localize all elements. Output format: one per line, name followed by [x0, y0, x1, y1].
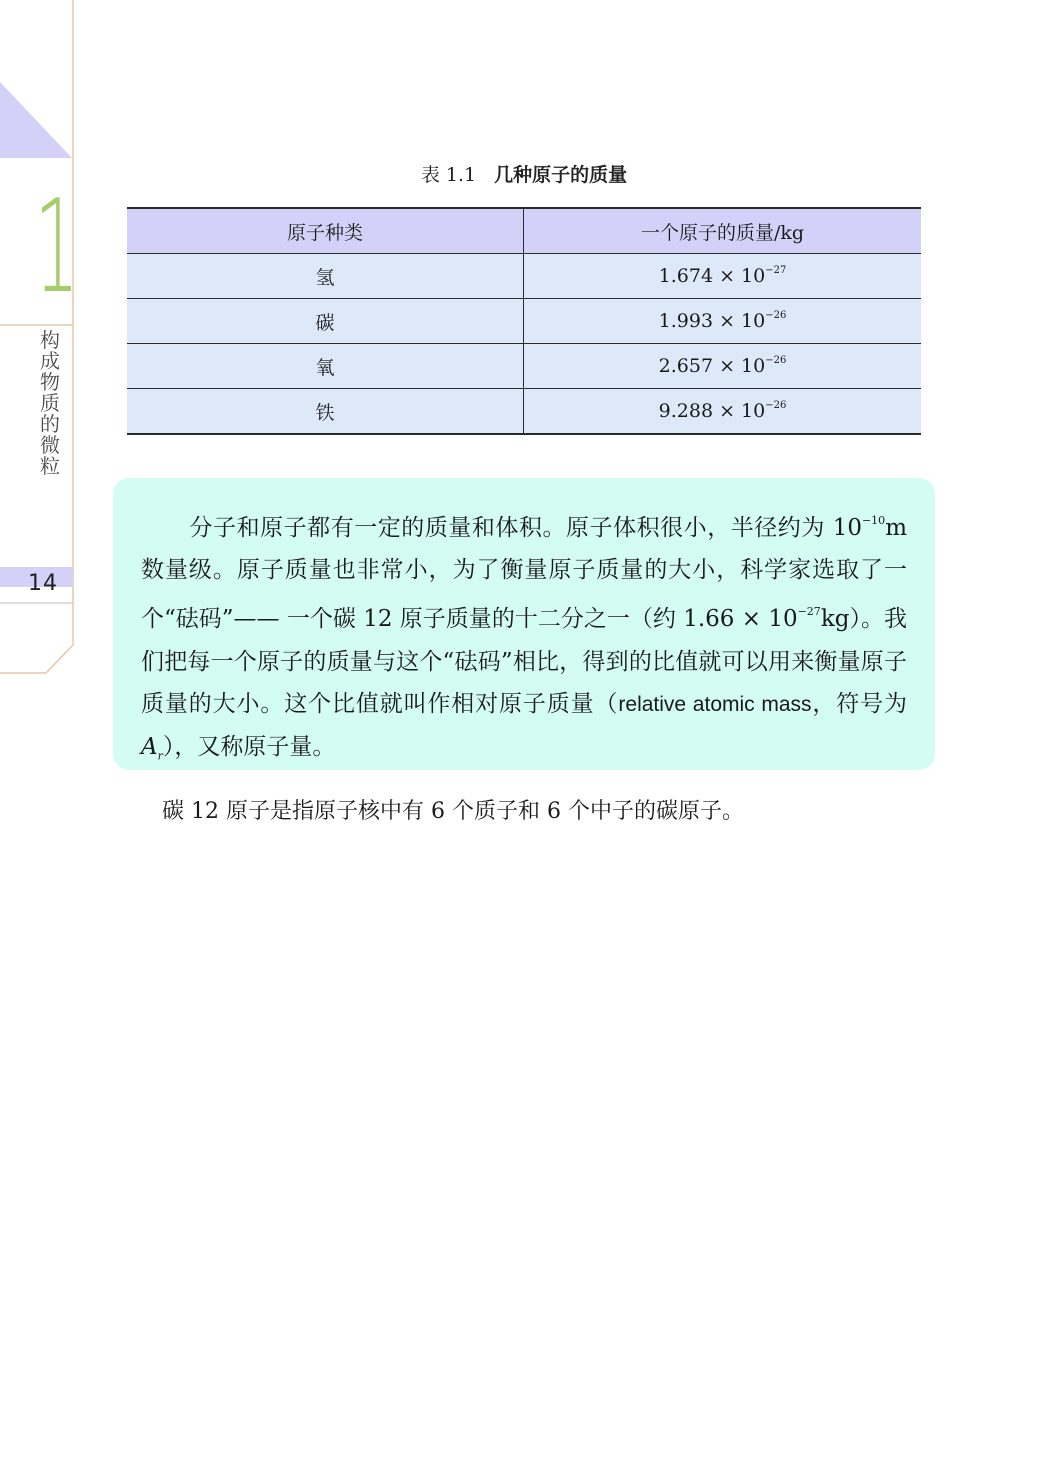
table-row [127, 389, 921, 435]
chapter-number: 1 [34, 173, 80, 322]
definition-text-2: m 数量级。原子质量也非常小，为了衡量原子质量的大小，科学家选取了一个“砝码”—— 一个碳 12 原子质量的十二分之一（约 1.66 × 10 [141, 515, 907, 633]
mass-mantissa: 1.993 × 10 [658, 310, 766, 332]
corner-triangle [0, 82, 72, 158]
atom-name-cell: 碳 [127, 299, 524, 344]
atom-mass-cell [524, 254, 922, 299]
mass-exponent: −26 [765, 355, 787, 366]
page-number: 14 [28, 571, 58, 596]
carbon-12-note: 碳 12 原子是指原子核中有 6 个质子和 6 个中子的碳原子。 [162, 799, 744, 824]
radius-exponent: −10 [861, 514, 886, 527]
reference-mass-exponent: −27 [797, 605, 821, 619]
table-row [127, 299, 921, 344]
atom-mass-table [127, 207, 921, 435]
atom-name-cell: 氢 [127, 254, 524, 299]
table-caption [0, 160, 1048, 187]
definition-text-5: ），又称原子量。 [162, 734, 336, 761]
symbol-letter: A [141, 734, 158, 761]
header-atom-type: 原子种类 [127, 208, 524, 254]
atom-mass-cell [524, 344, 922, 389]
header-atom-mass: 一个原子的质量/kg [524, 208, 922, 254]
mass-mantissa: 2.657 × 10 [658, 355, 766, 377]
table-row [127, 254, 921, 299]
symbol-subscript: r [157, 749, 163, 763]
mass-exponent: −26 [765, 400, 787, 411]
mass-exponent: −27 [765, 265, 787, 276]
atom-mass-cell [524, 389, 922, 435]
atom-mass-cell [524, 299, 922, 344]
mass-exponent: −26 [765, 310, 787, 321]
mass-mantissa: 9.288 × 10 [658, 400, 766, 422]
mass-mantissa: 1.674 × 10 [658, 265, 766, 287]
definition-text-4: ，符号为 [811, 690, 908, 717]
definition-text-1: 分子和原子都有一定的质量和体积。原子体积很小，半径约为 10 [189, 515, 862, 541]
definition-text-3: kg）。我们把每一个原子的质量与这个“砝码”相比，得到的比值就可以用来衡量原子质量的大小。这个比值就叫作相对原子质量（ [141, 606, 907, 717]
chapter-title: 构成物质的微粒 [40, 328, 60, 478]
atom-name-cell: 氧 [127, 344, 524, 389]
table-caption-title: 几种原子的质量 [494, 164, 628, 186]
table-caption-number: 表 1.1 [420, 164, 477, 186]
table-row [127, 344, 921, 389]
sidebar-bottom-notch [0, 645, 73, 673]
atom-name-cell: 铁 [127, 389, 524, 435]
symbol-ar [141, 734, 163, 763]
table-header-row [127, 208, 921, 254]
english-term: relative atomic mass [618, 692, 812, 716]
definition-box [113, 478, 935, 770]
definition-paragraph [141, 500, 907, 778]
